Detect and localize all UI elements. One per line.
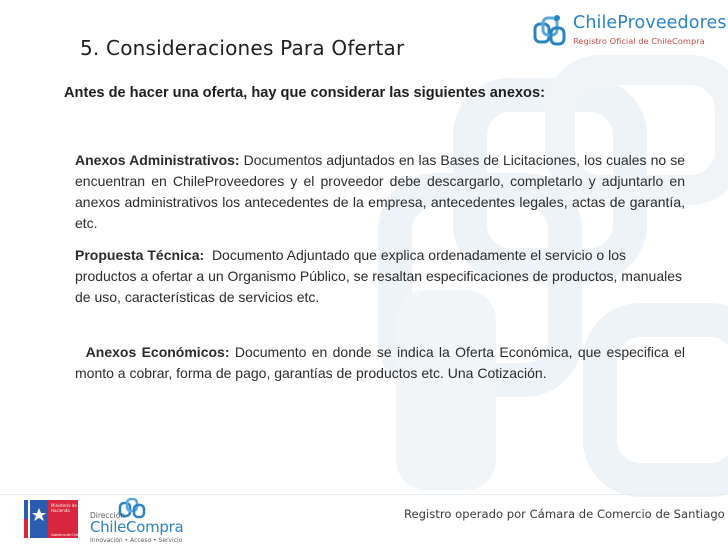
section-text: Documento en donde se indica la Oferta Económica, que especifica el monto a cobrar, forma de pago, garantías de productos etc. Una Cotización.: [75, 344, 686, 381]
chilecompra-logo: [90, 497, 200, 543]
chilecompra-label: Dirección: [90, 511, 126, 520]
gobierno-de-chile-logo: [24, 496, 80, 542]
section-term: Anexos Económicos:: [85, 344, 230, 360]
footer-divider: [0, 494, 728, 495]
brand-name: ChileProveedores: [573, 13, 727, 33]
section-text: Documentos adjuntados en las Bases de Licitaciones, los cuales no se encuentran en ChileProveedores y el proveedor debe descargarlo, completarlo y adjuntarlo en anexos administrativos los antecedentes de la empresa, antecedentes legales, actas de garantía, etc.: [75, 152, 686, 231]
chileproveedores-logo-icon: [532, 14, 568, 50]
section-anexos-economicos: [75, 342, 685, 384]
section-term: Anexos Administrativos:: [75, 152, 240, 168]
slide-title: 5. Consideraciones Para Ofertar: [80, 36, 405, 60]
gov-line2: Hacienda: [51, 508, 70, 513]
section-propuesta-tecnica: [75, 245, 685, 308]
gov-line1: Ministerio de: [51, 503, 77, 508]
chileproveedores-logo: [532, 12, 727, 52]
section-term: Propuesta Técnica:: [75, 247, 205, 263]
chilecompra-tagline: Innovación • Acceso • Servicio: [90, 537, 183, 544]
chilecompra-name: ChileCompra: [90, 518, 184, 536]
intro-heading: Antes de hacer una oferta, hay que considerar las siguientes anexos:: [64, 85, 545, 101]
section-anexos-administrativos: [75, 150, 685, 234]
gov-line3: Gobierno de Chile: [51, 533, 80, 537]
footer-operator-text: Registro operado por Cámara de Comercio de Santiago: [404, 507, 725, 521]
brand-subtitle: Registro Oficial de ChileCompra: [573, 36, 705, 46]
section-text: Documento Adjuntado que explica ordenadamente el servicio o los productos a ofertar a un Organismo Público, se resaltan especificaciones de productos, manuales de uso, características de servicios etc.: [75, 247, 683, 305]
